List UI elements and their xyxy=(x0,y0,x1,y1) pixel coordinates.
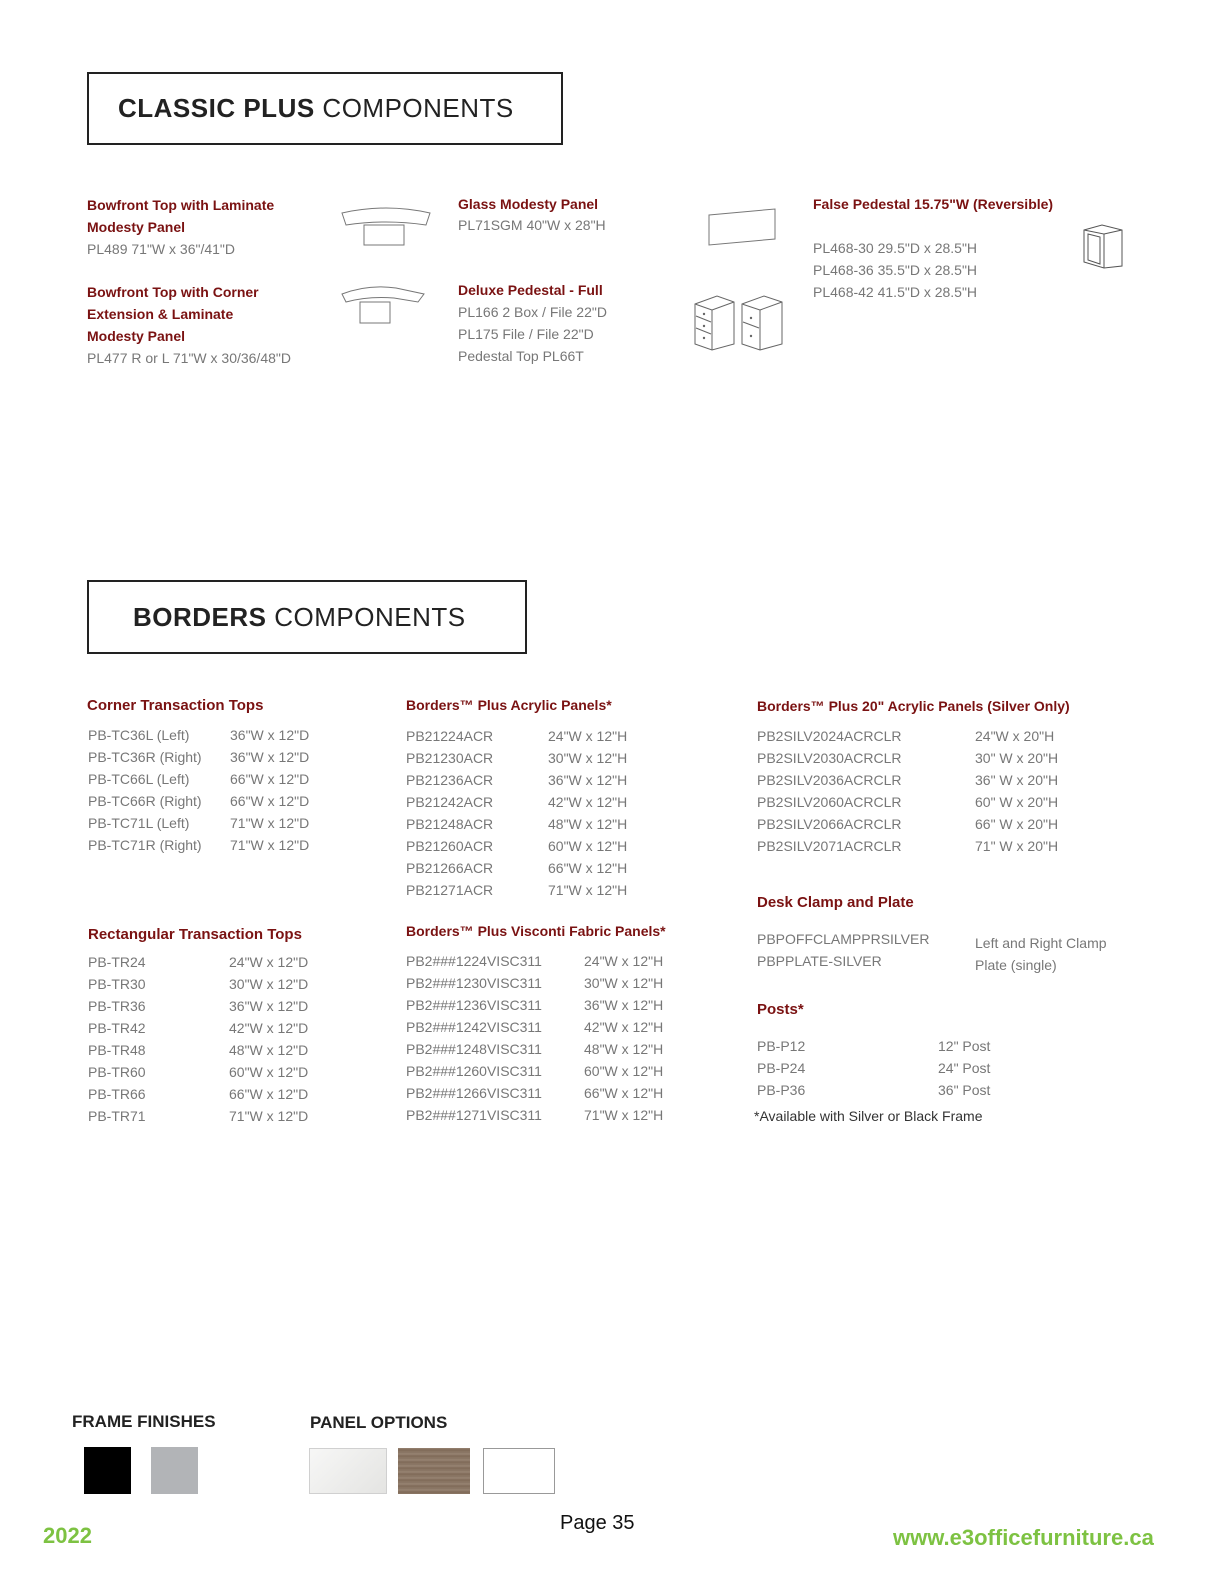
posts-heading: Posts* xyxy=(757,1001,804,1018)
row-code: PB-TR36 xyxy=(88,998,146,1014)
row-size: 48"W x 12"H xyxy=(584,1041,664,1057)
false-ped-spec-line: PL468-42 41.5"D x 28.5"H xyxy=(813,284,978,300)
row-code: PB-TR66 xyxy=(88,1086,146,1102)
glass-spec-line: PL71SGM 40"W x 28"H xyxy=(458,217,606,233)
table-row xyxy=(406,1082,663,1104)
row-code: PB-TR48 xyxy=(88,1042,146,1058)
row-size: 66"W x 12"D xyxy=(230,793,310,809)
row-code: PB2###1266VISC311 xyxy=(406,1085,542,1101)
row-size: 36"W x 12"H xyxy=(548,772,628,788)
panel-options-label: PANEL OPTIONS xyxy=(310,1413,448,1432)
bowfront2-heading-line: Modesty Panel xyxy=(87,328,186,344)
table-row xyxy=(88,1105,308,1127)
bowfront1-heading xyxy=(87,194,274,238)
row-code: PB21260ACR xyxy=(406,838,494,854)
rect-heading: Rectangular Transaction Tops xyxy=(88,926,302,943)
acrylic-heading: Borders™ Plus Acrylic Panels* xyxy=(406,697,612,713)
row-size: 24"W x 20"H xyxy=(975,728,1055,744)
row-code: PB2SILV2071ACRCLR xyxy=(757,838,902,854)
row-size: 66" W x 20"H xyxy=(975,816,1059,832)
row-code: PB2SILV2060ACRCLR xyxy=(757,794,902,810)
row-code: PB21236ACR xyxy=(406,772,494,788)
row-size: 36"W x 12"D xyxy=(229,998,309,1014)
bowfront1-spec-line: PL489 71"W x 36"/41"D xyxy=(87,241,235,257)
clamp-code: PBPPLATE-SILVER xyxy=(757,953,882,969)
visconti-heading: Borders™ Plus Visconti Fabric Panels* xyxy=(406,923,666,939)
table-row xyxy=(406,1060,663,1082)
row-code: PB-P12 xyxy=(757,1038,806,1054)
row-size: 60"W x 12"H xyxy=(584,1063,664,1079)
row-size: 42"W x 12"D xyxy=(229,1020,309,1036)
table-row xyxy=(406,1038,663,1060)
table-row xyxy=(757,1079,990,1101)
bowfront2-spec xyxy=(87,347,291,369)
table-row xyxy=(88,768,309,790)
row-size: 42"W x 12"H xyxy=(548,794,628,810)
table-row xyxy=(406,857,627,879)
row-size: 66"W x 12"H xyxy=(584,1085,664,1101)
table-row xyxy=(88,1017,308,1039)
acrylic20-heading: Borders™ Plus 20" Acrylic Panels (Silver Only) xyxy=(757,698,1070,714)
row-size: 30"W x 12"H xyxy=(548,750,628,766)
borders-title-bold: BORDERS xyxy=(133,601,267,632)
deluxe-spec-line: PL166 2 Box / File 22"D xyxy=(458,304,607,320)
corner-heading: Corner Transaction Tops xyxy=(87,697,264,714)
row-size: 24" Post xyxy=(938,1060,991,1076)
row-size: 71"W x 12"H xyxy=(548,882,628,898)
false-pedestal-icon xyxy=(1080,222,1126,270)
clamp-code: PBPOFFCLAMPPRSILVER xyxy=(757,931,930,947)
table-row xyxy=(88,746,309,768)
row-code: PB-P24 xyxy=(757,1060,806,1076)
panel-swatch-white[interactable] xyxy=(483,1448,555,1494)
row-code: PB21230ACR xyxy=(406,750,494,766)
row-code: PB-TC36L (Left) xyxy=(88,727,190,743)
panel-swatch-white-gloss[interactable] xyxy=(309,1448,387,1494)
row-size: 36"W x 12"D xyxy=(230,727,310,743)
acrylic20-table xyxy=(757,725,1058,857)
table-row xyxy=(406,769,627,791)
table-row xyxy=(406,747,627,769)
row-size: 36"W x 12"H xyxy=(584,997,664,1013)
false-ped-spec-line: PL468-36 35.5"D x 28.5"H xyxy=(813,262,978,278)
table-row xyxy=(88,790,309,812)
row-size: 71"W x 12"D xyxy=(229,1108,309,1124)
row-size: 24"W x 12"D xyxy=(229,954,309,970)
acrylic-table xyxy=(406,725,627,901)
table-row xyxy=(88,1061,308,1083)
row-size: 71"W x 12"D xyxy=(230,815,310,831)
borders-title xyxy=(133,602,466,633)
row-code: PB-TR42 xyxy=(88,1020,146,1036)
row-size: 71"W x 12"D xyxy=(230,837,310,853)
row-size: 12" Post xyxy=(938,1038,991,1054)
rect-table xyxy=(88,951,308,1127)
row-code: PB2###1242VISC311 xyxy=(406,1019,542,1035)
row-code: PB21242ACR xyxy=(406,794,494,810)
row-code: PB2###1224VISC311 xyxy=(406,953,542,969)
table-row xyxy=(406,813,627,835)
table-row xyxy=(406,725,627,747)
table-row xyxy=(88,951,308,973)
posts-note: *Available with Silver or Black Frame xyxy=(754,1108,983,1124)
classic-title-bold: CLASSIC PLUS xyxy=(118,93,315,123)
row-size: 48"W x 12"H xyxy=(548,816,628,832)
row-code: PB2###1271VISC311 xyxy=(406,1107,542,1123)
row-code: PB-P36 xyxy=(757,1082,806,1098)
row-size: 60"W x 12"H xyxy=(548,838,628,854)
classic-title xyxy=(118,93,514,124)
table-row xyxy=(88,995,308,1017)
row-size: 60"W x 12"D xyxy=(229,1064,309,1080)
row-size: 36" Post xyxy=(938,1082,991,1098)
borders-title-rest: COMPONENTS xyxy=(266,601,466,632)
table-row xyxy=(406,879,627,901)
table-row xyxy=(88,812,309,834)
pedestal-icon xyxy=(692,292,786,352)
row-size: 60" W x 20"H xyxy=(975,794,1059,810)
clamp-desc xyxy=(975,932,1107,976)
glass-heading: Glass Modesty Panel xyxy=(458,196,599,212)
false-ped-heading: False Pedestal 15.75"W (Reversible) xyxy=(813,196,1054,212)
frame-swatch-silver[interactable] xyxy=(151,1447,198,1494)
row-code: PB-TR30 xyxy=(88,976,146,992)
visconti-table xyxy=(406,950,663,1126)
table-row xyxy=(757,1057,990,1079)
row-size: 66"W x 12"D xyxy=(229,1086,309,1102)
table-row xyxy=(757,725,1058,747)
false-ped-spec-line: PL468-30 29.5"D x 28.5"H xyxy=(813,240,978,256)
row-code: PB2SILV2066ACRCLR xyxy=(757,816,902,832)
table-row xyxy=(88,834,309,856)
table-row xyxy=(88,1083,308,1105)
clamp-codes xyxy=(757,928,929,972)
glass-panel-icon xyxy=(706,206,778,248)
table-row xyxy=(757,1035,990,1057)
bowfront-desk-icon xyxy=(338,203,434,249)
row-size: 66"W x 12"D xyxy=(230,771,310,787)
row-size: 30"W x 12"D xyxy=(229,976,309,992)
bowfront-corner-desk-icon xyxy=(338,282,428,326)
deluxe-heading: Deluxe Pedestal - Full xyxy=(458,282,603,298)
row-size: 30" W x 20"H xyxy=(975,750,1059,766)
row-size: 24"W x 12"H xyxy=(548,728,628,744)
row-code: PB21266ACR xyxy=(406,860,494,876)
clamp-heading: Desk Clamp and Plate xyxy=(757,894,914,911)
bowfront1-spec xyxy=(87,238,235,260)
table-row xyxy=(757,835,1058,857)
table-row xyxy=(88,973,308,995)
clamp-desc-line: Left and Right Clamp xyxy=(975,935,1107,951)
row-size: 42"W x 12"H xyxy=(584,1019,664,1035)
row-code: PB-TR60 xyxy=(88,1064,146,1080)
table-row xyxy=(757,813,1058,835)
row-code: PB-TC66R (Right) xyxy=(88,793,202,809)
row-code: PB-TC36R (Right) xyxy=(88,749,202,765)
bowfront2-heading-line: Bowfront Top with Corner xyxy=(87,284,259,300)
table-row xyxy=(406,950,663,972)
row-code: PB2SILV2024ACRCLR xyxy=(757,728,902,744)
row-code: PB21224ACR xyxy=(406,728,494,744)
frame-finishes-label: FRAME FINISHES xyxy=(72,1412,216,1431)
row-size: 48"W x 12"D xyxy=(229,1042,309,1058)
row-size: 36" W x 20"H xyxy=(975,772,1059,788)
posts-table xyxy=(757,1035,990,1101)
table-row xyxy=(406,994,663,1016)
row-code: PB-TR24 xyxy=(88,954,146,970)
row-code: PB2SILV2030ACRCLR xyxy=(757,750,902,766)
table-row xyxy=(757,747,1058,769)
table-row xyxy=(406,835,627,857)
row-code: PB-TR71 xyxy=(88,1108,146,1124)
page-number: Page 35 xyxy=(560,1512,635,1534)
row-code: PB2###1260VISC311 xyxy=(406,1063,542,1079)
table-row xyxy=(406,1016,663,1038)
glass-spec xyxy=(458,214,606,236)
table-row xyxy=(406,791,627,813)
bowfront2-heading-line: Extension & Laminate xyxy=(87,306,234,322)
bowfront2-spec-line: PL477 R or L 71"W x 30/36/48"D xyxy=(87,350,291,366)
row-code: PB21271ACR xyxy=(406,882,494,898)
bowfront2-heading xyxy=(87,281,259,347)
row-size: 71" W x 20"H xyxy=(975,838,1059,854)
footer-url[interactable]: www.e3officefurniture.ca xyxy=(893,1525,1154,1550)
frame-swatch-black[interactable] xyxy=(84,1447,131,1494)
row-code: PB-TC71L (Left) xyxy=(88,815,190,831)
corner-table xyxy=(88,724,309,856)
row-size: 36"W x 12"D xyxy=(230,749,310,765)
table-row xyxy=(88,724,309,746)
table-row xyxy=(757,791,1058,813)
row-size: 66"W x 12"H xyxy=(548,860,628,876)
table-row xyxy=(406,972,663,994)
table-row xyxy=(88,1039,308,1061)
borders-title-box xyxy=(87,580,527,654)
row-code: PB-TC66L (Left) xyxy=(88,771,190,787)
row-code: PB-TC71R (Right) xyxy=(88,837,202,853)
row-code: PB21248ACR xyxy=(406,816,494,832)
false-ped-spec xyxy=(813,237,977,303)
deluxe-spec-line: PL175 File / File 22"D xyxy=(458,326,594,342)
deluxe-spec xyxy=(458,301,607,367)
deluxe-spec-line: Pedestal Top PL66T xyxy=(458,348,584,364)
row-size: 71"W x 12"H xyxy=(584,1107,664,1123)
footer-year: 2022 xyxy=(43,1523,92,1548)
bowfront1-heading-line: Bowfront Top with Laminate xyxy=(87,197,275,213)
bowfront1-heading-line: Modesty Panel xyxy=(87,219,186,235)
row-size: 24"W x 12"H xyxy=(584,953,664,969)
table-row xyxy=(757,769,1058,791)
table-row xyxy=(406,1104,663,1126)
panel-swatch-wood[interactable] xyxy=(398,1448,470,1494)
row-size: 30"W x 12"H xyxy=(584,975,664,991)
classic-title-rest: COMPONENTS xyxy=(314,93,514,123)
row-code: PB2SILV2036ACRCLR xyxy=(757,772,902,788)
row-code: PB2###1236VISC311 xyxy=(406,997,542,1013)
row-code: PB2###1230VISC311 xyxy=(406,975,542,991)
row-code: PB2###1248VISC311 xyxy=(406,1041,542,1057)
classic-title-box xyxy=(87,72,563,145)
clamp-desc-line: Plate (single) xyxy=(975,957,1057,973)
